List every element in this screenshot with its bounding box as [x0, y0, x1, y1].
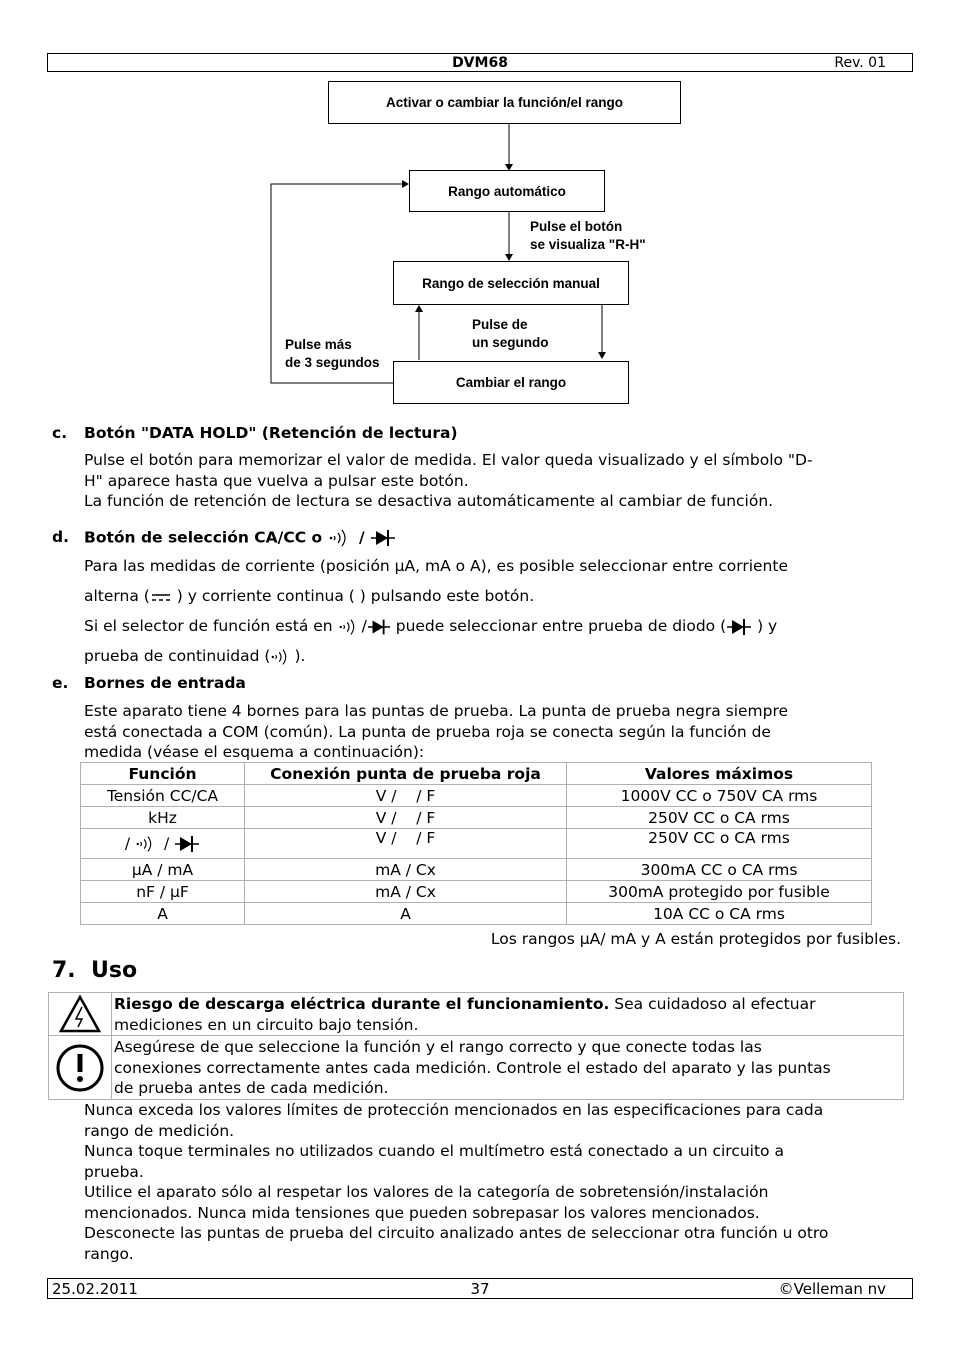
flow-box-manual-range: Rango de selección manual: [393, 261, 629, 305]
table-cell: A: [81, 903, 245, 925]
section-c-title: Botón "DATA HOLD" (Retención de lectura): [84, 424, 458, 442]
table-cell: kHz: [81, 807, 245, 829]
flow-label-one-second: Pulse de un segundo: [472, 317, 549, 350]
input-terminals-table: [80, 762, 872, 925]
diode-icon: [174, 834, 200, 854]
table-header: Valores máximos: [567, 763, 872, 785]
diode-icon: [726, 617, 752, 637]
diode-icon: [370, 528, 396, 548]
section-d-line3: Si el selector de función está en / puede seleccionar entre prueba de diodo ( ) y: [84, 617, 778, 635]
table-cell: V / / F: [245, 807, 567, 829]
ac-dc-icon: [150, 590, 172, 604]
diode-icon: [367, 617, 391, 637]
table-cell: Tensión CC/CA: [81, 785, 245, 807]
flow-box-autorange: Rango automático: [409, 170, 605, 212]
continuity-icon: [338, 617, 362, 637]
table-header: Función: [81, 763, 245, 785]
exclamation-icon: [49, 1036, 111, 1099]
section-e-title: Bornes de entrada: [84, 674, 246, 692]
warning-caution-text: Asegúrese de que seleccione la función y el rango correcto y que conecte todas las conexiones correctamente antes cada medición. Controle el estado del aparato y las puntas de prueba antes de cada medición.: [114, 1038, 831, 1097]
section-d-line4: prueba de continuidad ( ).: [84, 647, 306, 665]
continuity-icon: [328, 528, 354, 548]
section-d-title: Botón de selección CA/CC o /: [84, 528, 396, 548]
section-c-letter: c.: [52, 424, 68, 442]
warning-shock-box: [48, 992, 904, 1036]
flow-label-press: Pulse el botón se visualiza "R-H": [530, 219, 646, 252]
table-note: Los rangos µA/ mA y A están protegidos por fusibles.: [490, 930, 901, 948]
table-cell: 300mA CC o CA rms: [567, 859, 872, 881]
table-cell: 250V CC o CA rms: [567, 829, 872, 859]
section-d-line1: Para las medidas de corriente (posición µA, mA o A), es posible seleccionar entre corriente: [84, 557, 788, 575]
table-cell: nF / µF: [81, 881, 245, 903]
table-cell: 10A CC o CA rms: [567, 903, 872, 925]
doc-revision: Rev. 01: [834, 55, 886, 71]
flow-label-more-3s: Pulse más de 3 segundos: [285, 337, 380, 370]
table-row: [81, 829, 872, 859]
electric-hazard-icon: [49, 993, 111, 1035]
warning-shock-text: Riesgo de descarga eléctrica durante el funcionamiento. Sea cuidadoso al efectuar mediciones en un circuito bajo tensión.: [114, 995, 816, 1034]
page-footer: [47, 1278, 913, 1299]
section-e-body: Este aparato tiene 4 bornes para las puntas de prueba. La punta de prueba negra siempre está conectada a COM (común). La punta de prueba roja se conecta según la función de medida (véase el esquema a continuación):: [84, 702, 789, 761]
table-row: [81, 903, 872, 925]
table-cell-symbols: / /: [81, 829, 245, 859]
section-c-body: Pulse el botón para memorizar el valor de medida. El valor queda visualizado y el símbolo "D- H" aparece hasta que vuelva a pulsar este botón. La función de retención de lectura se desactiva automáticamente al cambiar de función.: [84, 451, 813, 510]
section-d-letter: d.: [52, 528, 69, 546]
caution-icon-cell: [49, 1036, 112, 1099]
table-header-row: [81, 763, 872, 785]
table-header: Conexión punta de prueba roja: [245, 763, 567, 785]
table-row: [81, 807, 872, 829]
footer-date: 25.02.2011: [52, 1280, 138, 1298]
table-cell: V / / F: [245, 785, 567, 807]
warning-caution-box: [48, 1035, 904, 1100]
table-cell: mA / Cx: [245, 881, 567, 903]
table-cell: 1000V CC o 750V CA rms: [567, 785, 872, 807]
table-row: [81, 859, 872, 881]
footer-page-number: 37: [470, 1280, 490, 1298]
flow-box-change-range: Cambiar el rango: [393, 361, 629, 404]
section-d-line2: alterna ( ) y corriente continua ( ) pulsando este botón.: [84, 587, 535, 605]
continuity-icon: [270, 647, 294, 667]
table-cell: µA / mA: [81, 859, 245, 881]
continuity-icon: [135, 834, 159, 854]
footer-copyright: ©Velleman nv: [778, 1280, 886, 1298]
table-cell: mA / Cx: [245, 859, 567, 881]
table-row: [81, 881, 872, 903]
table-row: [81, 785, 872, 807]
table-cell: A: [245, 903, 567, 925]
section-e-letter: e.: [52, 674, 69, 692]
section-7-body: Nunca exceda los valores límites de protección mencionados en las especificaciones para cada rango de medición. Nunca toque terminales no utilizados cuando el multímetro está conectado a un circuito a prueba. Utilice el aparato sólo al respetar los valores de la categoría de sobretensión/instalación mencionados. Nunca mida tensiones que pueden sobrepasar los valores mencionados. Desconecte las puntas de prueba del circuito analizado antes de seleccionar otra función u otro rango.: [84, 1101, 829, 1263]
flow-box-activate: Activar o cambiar la función/el rango: [328, 81, 681, 124]
table-cell: V / / F: [245, 829, 567, 859]
warning-icon-cell: [49, 993, 112, 1035]
table-cell: 250V CC o CA rms: [567, 807, 872, 829]
section-7-title: 7. Uso: [52, 958, 138, 983]
doc-title: DVM68: [452, 55, 508, 71]
table-cell: 300mA protegido por fusible: [567, 881, 872, 903]
